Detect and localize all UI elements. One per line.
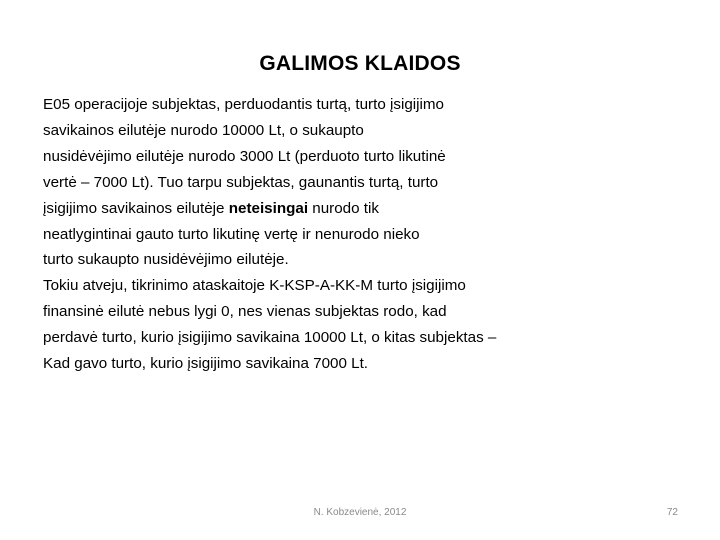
page-number: 72 — [666, 507, 678, 518]
emphasis-neteisingai: neteisingai — [228, 199, 309, 217]
body-line-8: Tokiu atveju, tikrinimo ataskaitoje K-KSP-A-KK-M turto įsigijimo — [43, 277, 466, 295]
body-line-2: savikainos eilutėje nurodo 10000 Lt, o sukaupto — [43, 121, 364, 139]
body-line-1: E05 operacijoje subjektas, perduodantis turtą, turto įsigijimo — [43, 96, 445, 113]
body-line-3: nusidėvėjimo eilutėje nurodo 3000 Lt (perduoto turto likutinė — [43, 147, 446, 165]
body-line-11: Kad gavo turto, kurio įsigijimo savikaina 7000 Lt. — [43, 355, 369, 373]
footer-author: N. Kobzevienė, 2012 — [313, 507, 407, 518]
body-line-10: perdavė turto, kurio įsigijimo savikaina 10000 Lt, o kitas subjektas – — [43, 329, 497, 347]
slide-body — [43, 92, 683, 377]
body-line-4: vertė – 7000 Lt). Tuo tarpu subjektas, gaunantis turtą, turto — [43, 173, 439, 191]
body-line-7: turto sukaupto nusidėvėjimo eilutėje. — [43, 251, 289, 269]
body-line-5-end: nurodo tik — [308, 199, 379, 217]
body-line-9: finansinė eilutė nebus lygi 0, nes vienas subjektas rodo, kad — [43, 303, 447, 321]
slide-title: GALIMOS KLAIDOS — [259, 52, 461, 75]
body-line-5-start: įsigijimo savikainos eilutėje — [43, 199, 229, 217]
body-line-6: neatlygintinai gauto turto likutinę vertę ir nenurodo nieko — [43, 225, 420, 243]
body-line-5 — [43, 196, 683, 222]
